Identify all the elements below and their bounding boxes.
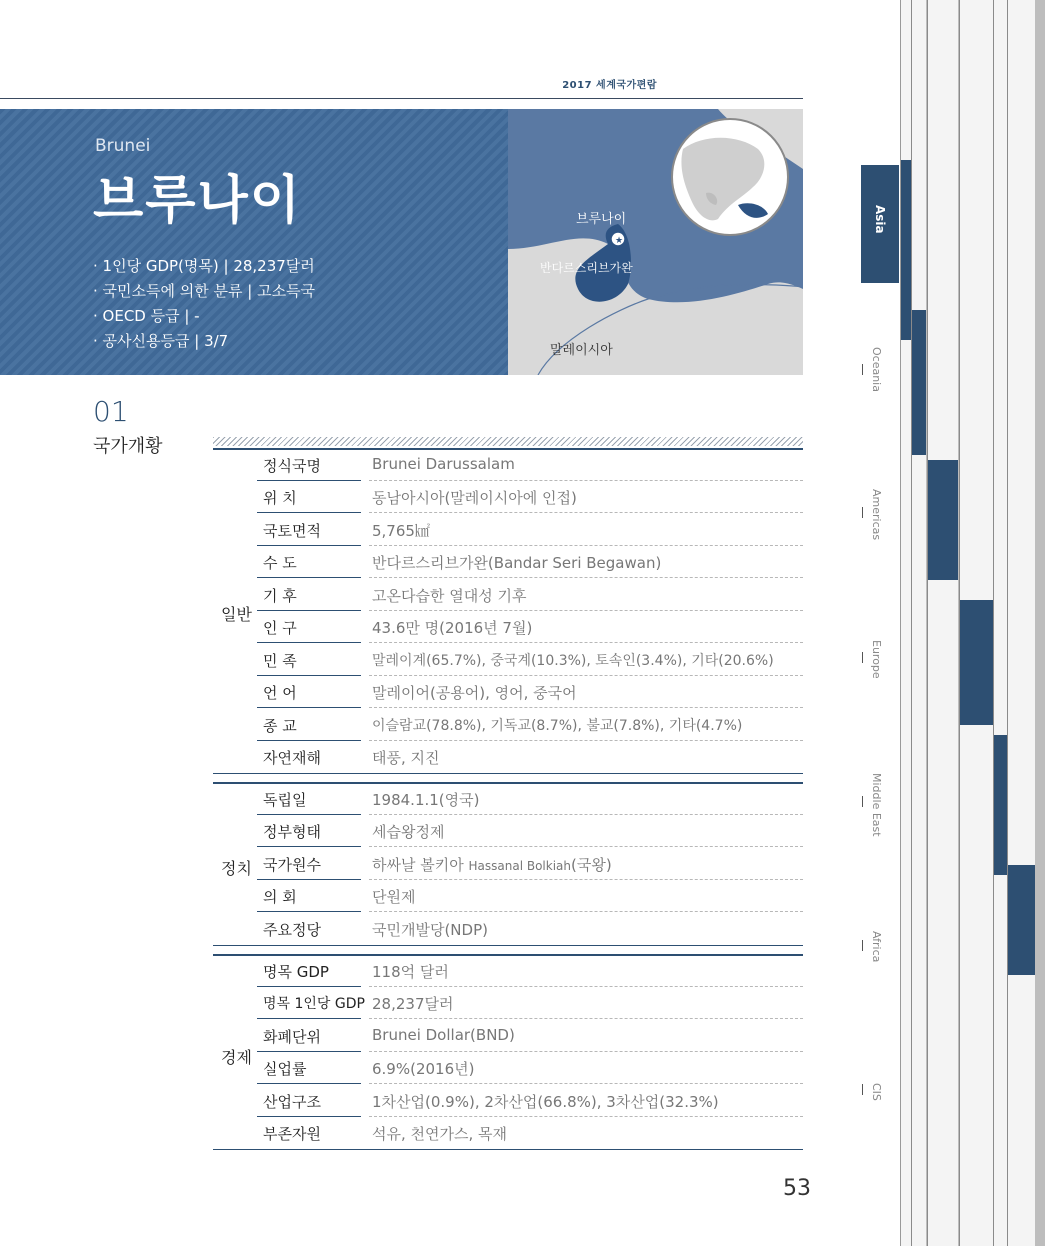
tab-tick [862,364,863,375]
table-row: 정식국명 Brunei Darussalam [257,449,803,481]
page-edge [1007,0,1035,1246]
tab-tick [862,652,863,663]
table-row: 종 교 이슬람교(78.8%), 기독교(8.7%), 불교(7.8%), 기타(4.7%) [257,709,803,741]
svg-text:★: ★ [615,236,624,246]
table-group-general [213,448,803,773]
table-row: 명목 GDP 118억 달러 [257,955,803,987]
location-map [508,109,803,375]
section-hatch-rule [213,437,803,446]
table-row: 주요정당 국민개발당(NDP) [263,921,488,939]
section-number: 01 [93,395,129,428]
table-row: 국토면적 5,765㎢ [257,514,803,546]
tab-tick [862,507,863,518]
page-number: 53 [783,1176,811,1201]
map-label-malaysia: 말레이시아 [550,343,613,358]
book-title: 2017 세계국가편람 [562,80,657,91]
fact-credit: · 공사신용등급 | 3/7 [93,332,229,350]
table-row: 수 도 반다르스리브가완(Bandar Seri Begawan) [257,546,803,578]
section-title: 국가개황 [93,436,163,457]
fact-gdp: · 1인당 GDP(명목) | 28,237달러 [93,257,315,275]
tab-middle-east[interactable]: Middle East [870,773,883,837]
page-edge [911,0,926,1246]
table-row: 실업률 6.9%(2016년) [257,1052,803,1084]
table-row: 화폐단위 Brunei Dollar(BND) [257,1020,803,1052]
tab-cis[interactable]: CIS [870,1083,883,1101]
table-row: 언 어 말레이어(공용어), 영어, 중국어 [257,676,803,708]
map-label-capital: 반다르스리브가완 [540,261,633,275]
page-edge [927,0,958,1246]
tab-americas[interactable]: Americas [870,489,883,541]
table-row: 독립일 1984.1.1(영국) [257,783,803,815]
map-label-brunei: 브루나이 [576,212,627,227]
fact-oecd: · OECD 등급 | - [93,307,200,325]
country-name-en: Brunei [95,136,151,156]
page-edge-stack [880,0,1045,1246]
table-row: 민 족 말레이계(65.7%), 중국계(10.3%), 토속인(3.4%), 기타(20.6%) [257,644,803,676]
tab-tick [862,940,863,951]
tab-tick [862,796,863,807]
table-row: 정부형태 세습왕정제 [257,815,803,847]
table-row: 위 치 동남아시아(말레이시아에 인접) [257,481,803,513]
fact-income-class: · 국민소득에 의한 분류 | 고소득국 [93,282,316,300]
table-group-economy [213,954,803,1150]
table-row: 산업구조 1차산업(0.9%), 2차산업(66.8%), 3차산업(32.3%) [257,1085,803,1117]
group-label-politics: 정치 [221,859,252,878]
table-row: 기 후 고온다습한 열대성 기후 [257,579,803,611]
table-row: 자연재해 태풍, 지진 [263,749,440,767]
tab-europe[interactable]: Europe [870,640,883,679]
tab-asia-label: Asia [873,205,887,234]
table-group-politics [213,782,803,945]
table-row: 국가원수 하싸날 볼키아 Hassanal Bolkiah(국왕) [257,848,803,880]
table-row: 명목 1인당 GDP 28,237달러 [257,987,803,1019]
tab-africa[interactable]: Africa [870,931,883,963]
page-edge [993,0,1008,1246]
country-name-ko: 브루나이 [93,171,302,231]
group-label-economy: 경제 [221,1048,252,1067]
page-edge [959,0,994,1246]
group-label-general: 일반 [221,605,252,624]
header-rule [0,98,803,99]
tab-oceania[interactable]: Oceania [870,347,883,392]
key-facts [93,254,315,354]
table-row: 부존자원 석유, 천연가스, 목재 [263,1125,507,1143]
tab-tick [862,1084,863,1095]
tab-asia[interactable] [861,165,899,283]
table-row: 의 회 단원제 [257,880,803,912]
table-row: 인 구 43.6만 명(2016년 7월) [257,611,803,643]
